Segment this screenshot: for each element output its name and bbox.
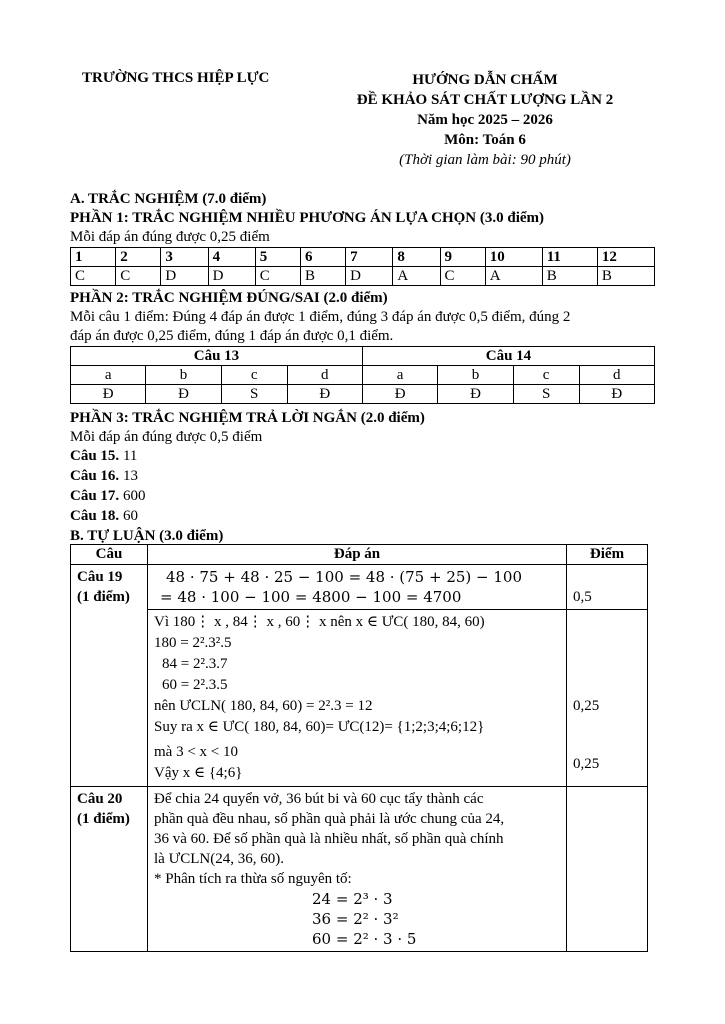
text-line: nên ƯCLN( 180, 84, 60) = 2².3 = 12 xyxy=(154,698,373,714)
table-row xyxy=(71,267,655,286)
column-header-answer: Đáp án xyxy=(148,545,567,565)
table-cell: D xyxy=(346,267,393,286)
table-cell: 4 xyxy=(208,248,255,267)
part2-answer-table xyxy=(70,346,655,404)
text-line: 180 = 2².3².5 xyxy=(154,635,232,651)
text-line: Suy ra x ∈ ƯC( 180, 84, 60)= ƯC(12)= {1;2;3;4;6;12} xyxy=(154,719,485,735)
part3-title: PHẦN 3: TRẮC NGHIỆM TRẢ LỜI NGẮN (2.0 điểm) xyxy=(70,410,425,426)
q19-answer-part2 xyxy=(148,610,567,787)
table-cell: C xyxy=(71,267,116,286)
table-row xyxy=(71,385,655,404)
table-cell: a xyxy=(71,366,146,385)
exam-time: (Thời gian làm bài: 90 phút) xyxy=(399,152,571,168)
part2-title: PHẦN 2: TRẮC NGHIỆM ĐÚNG/SAI (2.0 điểm) xyxy=(70,290,388,306)
document-header xyxy=(330,70,640,170)
points-value: 0,25 xyxy=(573,698,600,714)
table-cell: 8 xyxy=(393,248,440,267)
table-cell: A xyxy=(393,267,440,286)
table-cell: Câu 13 xyxy=(71,347,363,366)
text-line: 60 = 2².3.5 xyxy=(162,677,228,693)
text-line: Vì 180⋮ x , 84⋮ x , 60⋮ x nên x ∈ ƯC( 180, 84, 60) xyxy=(154,614,485,630)
points-cell xyxy=(567,787,648,952)
table-cell: b xyxy=(438,366,513,385)
answer-18: Câu 18. 60 xyxy=(70,508,138,524)
table-cell: 2 xyxy=(116,248,161,267)
points-value: 0,25 xyxy=(573,756,600,772)
table-cell: 10 xyxy=(485,248,542,267)
table-row xyxy=(71,545,648,565)
table-row xyxy=(71,248,655,267)
column-header-points: Điểm xyxy=(567,545,648,565)
table-cell: 11 xyxy=(542,248,597,267)
table-row xyxy=(71,565,648,610)
q19-answer-part1 xyxy=(148,565,567,610)
school-year: Năm học 2025 – 2026 xyxy=(417,112,553,128)
table-cell: 6 xyxy=(300,248,345,267)
table-cell: a xyxy=(362,366,437,385)
exam-title: ĐỀ KHẢO SÁT CHẤT LƯỢNG LẦN 2 xyxy=(356,92,614,108)
table-cell: Đ xyxy=(579,385,654,404)
math-line: 48 · 75 + 48 · 25 − 100 = 48 · (75 + 25) − 100 xyxy=(166,568,523,586)
table-cell: 12 xyxy=(597,248,654,267)
text-line: Vậy x ∈ {4;6} xyxy=(154,765,243,781)
table-row xyxy=(71,347,655,366)
table-cell: B xyxy=(542,267,597,286)
table-row xyxy=(71,366,655,385)
table-cell: Đ xyxy=(438,385,513,404)
text-line: * Phân tích ra thừa số nguyên tố: xyxy=(154,871,352,887)
table-cell: Đ xyxy=(146,385,221,404)
text-line: Để chia 24 quyển vở, 36 bút bi và 60 cục tẩy thành các xyxy=(154,791,484,807)
school-name: TRƯỜNG THCS HIỆP LỰC xyxy=(82,70,270,86)
answer-16: Câu 16. 13 xyxy=(70,468,138,484)
table-cell: Đ xyxy=(71,385,146,404)
q20-answer xyxy=(148,787,567,952)
math-line: 36 = 2² · 3² xyxy=(312,910,399,928)
text-line: mà 3 < x < 10 xyxy=(154,744,238,760)
table-cell: S xyxy=(221,385,287,404)
part3-note: Mỗi đáp án đúng được 0,5 điểm xyxy=(70,429,263,445)
question-20-cell xyxy=(71,787,148,952)
text-line: là ƯCLN(24, 36, 60). xyxy=(154,851,284,867)
math-line: = 48 · 100 − 100 = 4800 − 100 = 4700 xyxy=(160,588,462,606)
table-cell: c xyxy=(513,366,579,385)
table-cell: 1 xyxy=(71,248,116,267)
question-points: (1 điểm) xyxy=(77,811,130,827)
table-cell: B xyxy=(597,267,654,286)
subject: Môn: Toán 6 xyxy=(444,132,526,148)
part1-title: PHẦN 1: TRẮC NGHIỆM NHIỀU PHƯƠNG ÁN LỰA CHỌN (3.0 điểm) xyxy=(70,210,545,226)
table-cell: D xyxy=(208,267,255,286)
table-cell: d xyxy=(579,366,654,385)
table-cell: Đ xyxy=(362,385,437,404)
part1-note: Mỗi đáp án đúng được 0,25 điểm xyxy=(70,229,270,245)
points-cell xyxy=(567,610,648,787)
table-cell: c xyxy=(221,366,287,385)
points-cell: 0,5 xyxy=(567,565,648,610)
table-cell: S xyxy=(513,385,579,404)
question-points: (1 điểm) xyxy=(77,589,130,605)
table-cell: 9 xyxy=(440,248,485,267)
table-cell: B xyxy=(300,267,345,286)
math-line: 60 = 2² · 3 · 5 xyxy=(312,930,417,948)
section-b-title: B. TỰ LUẬN (3.0 điểm) xyxy=(70,528,224,544)
question-19-cell xyxy=(71,565,148,787)
question-label: Câu 20 xyxy=(77,791,123,807)
part2-note-line2: đáp án được 0,25 điểm, đúng 1 đáp án được 0,1 điểm. xyxy=(70,328,394,344)
doc-title: HƯỚNG DẪN CHẤM xyxy=(412,72,558,88)
table-row xyxy=(71,610,648,787)
table-cell: A xyxy=(485,267,542,286)
table-cell: b xyxy=(146,366,221,385)
part1-answer-table xyxy=(70,247,655,286)
table-cell: C xyxy=(116,267,161,286)
answer-17: Câu 17. 600 xyxy=(70,488,146,504)
section-a-title: A. TRẮC NGHIỆM (7.0 điểm) xyxy=(70,191,267,207)
column-header-question: Câu xyxy=(71,545,148,565)
answer-15: Câu 15. 11 xyxy=(70,448,138,464)
table-cell: D xyxy=(161,267,208,286)
table-cell: 5 xyxy=(255,248,300,267)
part2-note-line1: Mỗi câu 1 điểm: Đúng 4 đáp án được 1 điểm, đúng 3 đáp án được 0,5 điểm, đúng 2 xyxy=(70,309,571,325)
text-line: 84 = 2².3.7 xyxy=(162,656,228,672)
text-line: 36 và 60. Để số phần quà là nhiều nhất, số phần quà chính xyxy=(154,831,504,847)
table-cell: d xyxy=(287,366,362,385)
table-cell: C xyxy=(255,267,300,286)
table-cell: C xyxy=(440,267,485,286)
table-cell: Câu 14 xyxy=(362,347,654,366)
text-line: phần quà đều nhau, số phần quà phải là ước chung của 24, xyxy=(154,811,505,827)
table-cell: Đ xyxy=(287,385,362,404)
table-cell: 7 xyxy=(346,248,393,267)
table-row xyxy=(71,787,648,952)
question-label: Câu 19 xyxy=(77,569,123,585)
table-cell: 3 xyxy=(161,248,208,267)
essay-answer-table xyxy=(70,544,648,952)
math-line: 24 = 2³ · 3 xyxy=(312,890,393,908)
